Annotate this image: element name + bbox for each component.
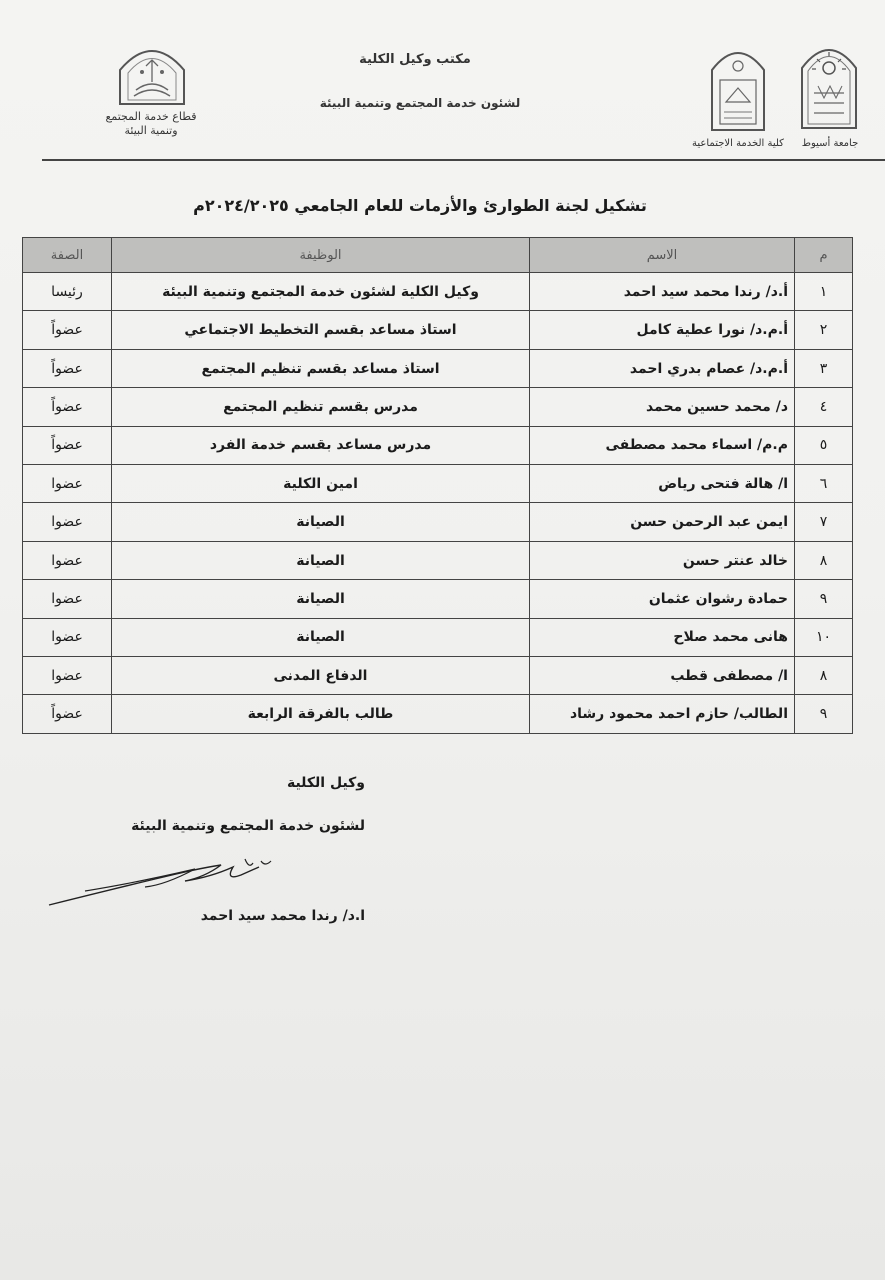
left-logo-caption-1: قطاع خدمة المجتمع bbox=[105, 110, 197, 123]
right-logo-caption: جامعة أسيوط bbox=[801, 138, 859, 149]
table-row bbox=[23, 465, 853, 503]
community-service-logo bbox=[114, 38, 190, 108]
row-role: عضوا bbox=[23, 541, 112, 579]
row-job: استاذ مساعد بقسم التخطيط الاجتماعي bbox=[112, 311, 530, 349]
row-num: ١ bbox=[795, 273, 853, 311]
faculty-logo bbox=[708, 40, 768, 132]
row-role: عضوا bbox=[23, 657, 112, 695]
row-name: د/ محمد حسين محمد bbox=[530, 388, 795, 426]
row-num: ٢ bbox=[795, 311, 853, 349]
row-role: عضواً bbox=[23, 388, 112, 426]
row-name: أ.م.د/ عصام بدري احمد bbox=[530, 349, 795, 387]
row-job: الصيانة bbox=[112, 503, 530, 541]
row-role: رئيسا bbox=[23, 273, 112, 311]
row-name: الطالب/ حازم احمد محمود رشاد bbox=[530, 695, 795, 734]
row-num: ٩ bbox=[795, 580, 853, 618]
row-num: ١٠ bbox=[795, 618, 853, 656]
row-job: مدرس مساعد بقسم خدمة الفرد bbox=[112, 426, 530, 464]
committee-table bbox=[22, 237, 853, 734]
table-row bbox=[23, 388, 853, 426]
header-num: م bbox=[795, 238, 853, 273]
table-row bbox=[23, 618, 853, 656]
row-name: ايمن عبد الرحمن حسن bbox=[530, 503, 795, 541]
row-num: ٨ bbox=[795, 541, 853, 579]
row-num: ٣ bbox=[795, 349, 853, 387]
row-num: ٩ bbox=[795, 695, 853, 734]
row-role: عضواً bbox=[23, 426, 112, 464]
row-name: هانى محمد صلاح bbox=[530, 618, 795, 656]
row-job: الصيانة bbox=[112, 580, 530, 618]
row-job: الصيانة bbox=[112, 541, 530, 579]
row-num: ٥ bbox=[795, 426, 853, 464]
row-role: عضوا bbox=[23, 465, 112, 503]
signature-title: وكيل الكلية bbox=[286, 775, 365, 791]
table-header-row bbox=[23, 238, 853, 273]
header-divider bbox=[42, 159, 885, 161]
row-role: عضوا bbox=[23, 503, 112, 541]
row-name: أ.م.د/ نورا عطية كامل bbox=[530, 311, 795, 349]
table-row bbox=[23, 580, 853, 618]
middle-logo-caption: كلية الخدمة الاجتماعية bbox=[692, 138, 784, 149]
row-role: عضواً bbox=[23, 311, 112, 349]
office-line: مكتب وكيل الكلية bbox=[359, 52, 471, 67]
row-num: ٤ bbox=[795, 388, 853, 426]
row-name: أ.د/ رندا محمد سيد احمد bbox=[530, 273, 795, 311]
header-role: الصفة bbox=[23, 238, 112, 273]
row-name: حمادة رشوان عثمان bbox=[530, 580, 795, 618]
row-name: ا/ مصطفى قطب bbox=[530, 657, 795, 695]
table-row bbox=[23, 657, 853, 695]
table-row bbox=[23, 273, 853, 311]
table-row bbox=[23, 503, 853, 541]
row-job: مدرس بقسم تنظيم المجتمع bbox=[112, 388, 530, 426]
row-job: الدفاع المدنى bbox=[112, 657, 530, 695]
row-role: عضواً bbox=[23, 349, 112, 387]
table-row bbox=[23, 695, 853, 734]
handwritten-signature bbox=[45, 855, 275, 910]
row-job: طالب بالفرقة الرابعة bbox=[112, 695, 530, 734]
row-role: عضوا bbox=[23, 580, 112, 618]
row-job: استاذ مساعد بقسم تنظيم المجتمع bbox=[112, 349, 530, 387]
affairs-line: لشئون خدمة المجتمع وتنمية البيئة bbox=[319, 96, 521, 110]
header-job: الوظيفة bbox=[112, 238, 530, 273]
row-role: عضوا bbox=[23, 618, 112, 656]
table-row bbox=[23, 541, 853, 579]
header-name: الاسم bbox=[530, 238, 795, 273]
document-title: تشكيل لجنة الطوارئ والأزمات للعام الجامعي ٢٠٢٤/٢٠٢٥م bbox=[193, 196, 647, 215]
signature-subtitle: لشئون خدمة المجتمع وتنمية البيئة bbox=[131, 818, 365, 834]
row-num: ٧ bbox=[795, 503, 853, 541]
row-job: وكيل الكلية لشئون خدمة المجتمع وتنمية البيئة bbox=[112, 273, 530, 311]
row-num: ٨ bbox=[795, 657, 853, 695]
left-logo-caption-2: وتنمية البيئة bbox=[124, 124, 178, 137]
row-job: الصيانة bbox=[112, 618, 530, 656]
row-name: م.م/ اسماء محمد مصطفى bbox=[530, 426, 795, 464]
row-role: عضواً bbox=[23, 695, 112, 734]
row-job: امين الكلية bbox=[112, 465, 530, 503]
row-name: ا/ هالة فتحى رياض bbox=[530, 465, 795, 503]
row-num: ٦ bbox=[795, 465, 853, 503]
assiut-university-logo bbox=[798, 38, 860, 132]
table-row bbox=[23, 426, 853, 464]
row-name: خالد عنتر حسن bbox=[530, 541, 795, 579]
table-row bbox=[23, 349, 853, 387]
table-row bbox=[23, 311, 853, 349]
signatory-name: ا.د/ رندا محمد سيد احمد bbox=[200, 908, 365, 924]
